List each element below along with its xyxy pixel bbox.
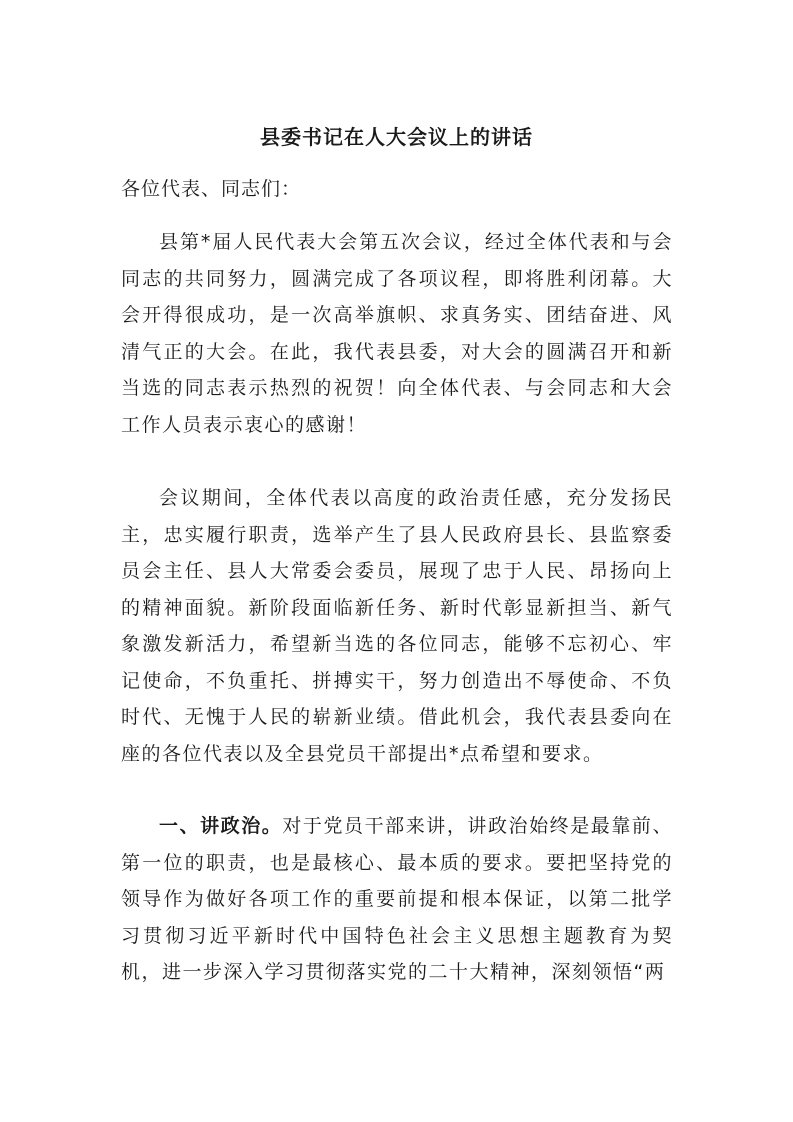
page-title: 县委书记在人大会议上的讲话: [260, 125, 533, 149]
paragraph-opening: 县第*届人民代表大会第五次会议，经过全体代表和与会同志的共同努力，圆满完成了各项议程，即将胜利闭幕。大会开得很成功，是一次高举旗帜、求真务实、团结奋进、风清气正的大会。在此，我代表县委，对大会的圆满召开和新当选的同志表示热烈的祝贺！向全体代表、与会同志和大会工作人员表示衷心的感谢！: [121, 231, 673, 436]
salutation: 各位代表、同志们：: [121, 178, 302, 200]
section-body: 对于党员干部来讲，讲政治始终是最靠前、第一位的职责，也是最核心、最本质的要求。要把坚持党的领导作为做好各项工作的重要前提和根本保证，以第二批学习贯彻习近平新时代中国特色社会主义思想主题教育为契机，进一步深入学习贯彻落实党的二十大精神，深刻领悟“两: [121, 815, 673, 983]
paragraph-section-politics: [121, 808, 673, 991]
paragraph-meeting: 会议期间，全体代表以高度的政治责任感，充分发扬民主，忠实履行职责，选举产生了县人民政府县长、县监察委员会主任、县人大常委会委员，展现了忠于人民、昂扬向上的精神面貌。新阶段面临新任务、新时代彰显新担当、新气象激发新活力，希望新当选的各位同志，能够不忘初心、牢记使命，不负重托、拼搏实干，努力创造出不辱使命、不负时代、无愧于人民的崭新业绩。借此机会，我代表县委向在座的各位代表以及全县党员干部提出*点希望和要求。: [121, 487, 673, 765]
section-heading: 一、讲政治。: [159, 815, 283, 837]
